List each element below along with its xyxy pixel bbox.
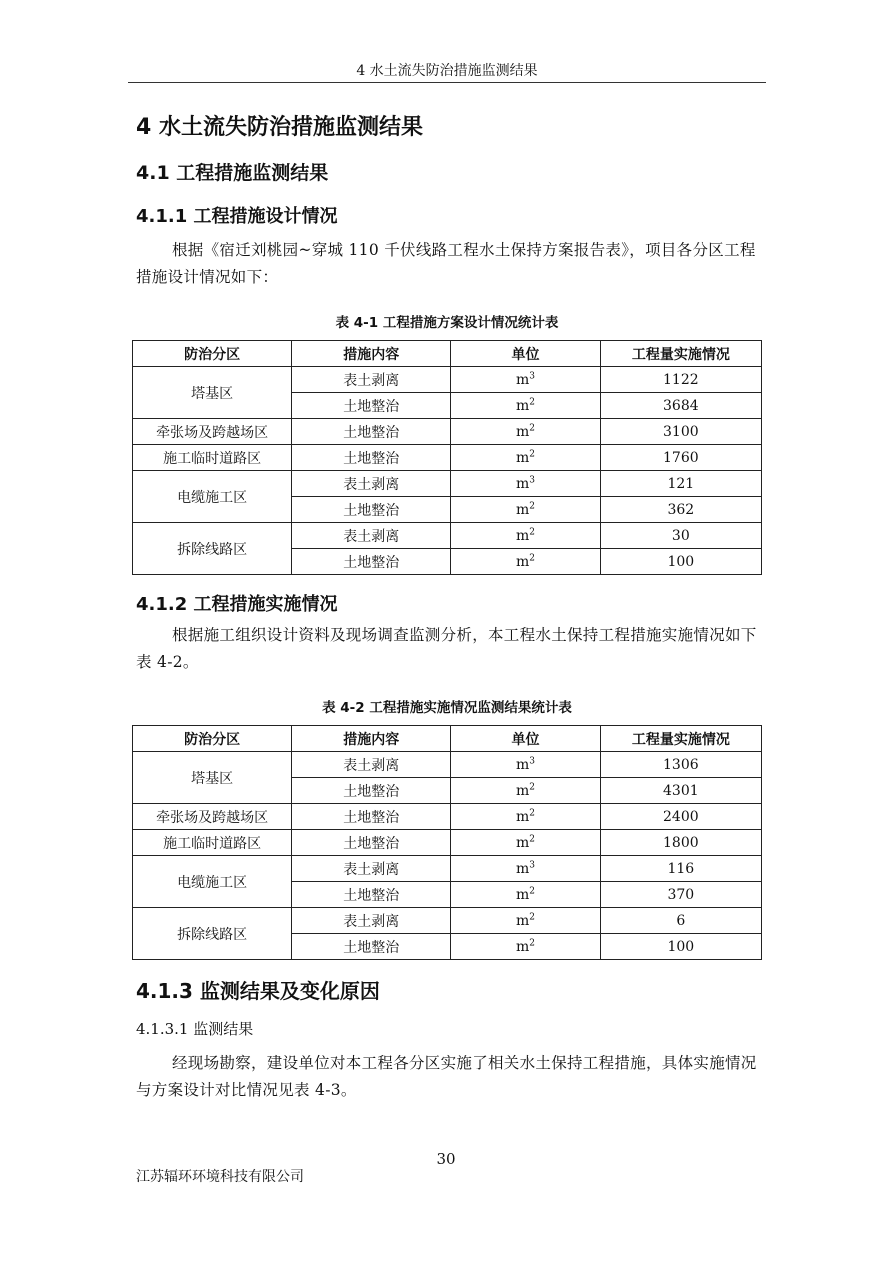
- quantity-cell: 2400: [600, 804, 761, 830]
- header-measure: 措施内容: [292, 726, 451, 752]
- unit-base: m: [516, 782, 530, 799]
- table-row: [133, 367, 762, 393]
- table-row: [133, 830, 762, 856]
- unit-exponent: 2: [529, 448, 536, 459]
- quantity-cell: 1306: [600, 752, 761, 778]
- unit-base: m: [516, 397, 530, 414]
- table-row: [133, 908, 762, 934]
- table-row: [133, 523, 762, 549]
- paragraph-implementation-intro: [136, 622, 762, 676]
- header-rule: [128, 82, 766, 83]
- measure-cell: 土地整治: [292, 882, 451, 908]
- unit-cell: [451, 471, 600, 497]
- unit-cell: [451, 523, 600, 549]
- quantity-cell: 3100: [600, 419, 761, 445]
- table-header-row: [133, 726, 762, 752]
- quantity-cell: 4301: [600, 778, 761, 804]
- unit-exponent: 2: [529, 911, 536, 922]
- zone-cell: 电缆施工区: [133, 856, 292, 908]
- unit-exponent: 2: [529, 937, 536, 948]
- quantity-cell: 116: [600, 856, 761, 882]
- paragraph-monitoring-result: [136, 1050, 762, 1104]
- paragraph-implementation-intro-text: 根据施工组织设计资料及现场调查监测分析，本工程水土保持工程措施实施情况如下表 4-2。: [136, 626, 757, 671]
- subsection-title-4-1-2: 4.1.2 工程措施实施情况: [136, 594, 338, 615]
- table-row: [133, 856, 762, 882]
- header-zone: 防治分区: [133, 341, 292, 367]
- quantity-cell: 1122: [600, 367, 761, 393]
- unit-base: m: [516, 756, 530, 773]
- zone-cell: 牵张场及跨越场区: [133, 804, 292, 830]
- quantity-cell: 30: [600, 523, 761, 549]
- unit-cell: [451, 830, 600, 856]
- unit-base: m: [516, 475, 530, 492]
- unit-exponent: 2: [529, 833, 536, 844]
- subsection-title-4-1-1: 4.1.1 工程措施设计情况: [136, 206, 338, 227]
- unit-exponent: 2: [529, 807, 536, 818]
- paragraph-monitoring-result-text: 经现场勘察，建设单位对本工程各分区实施了相关水土保持工程措施，具体实施情况与方案设计对比情况见表 4-3。: [136, 1054, 757, 1099]
- unit-exponent: 3: [529, 755, 536, 766]
- unit-base: m: [516, 553, 530, 570]
- unit-cell: [451, 908, 600, 934]
- table-4-1-caption: 表 4-1 工程措施方案设计情况统计表: [335, 315, 559, 331]
- zone-cell: 拆除线路区: [133, 908, 292, 960]
- zone-cell: 牵张场及跨越场区: [133, 419, 292, 445]
- quantity-cell: 3684: [600, 393, 761, 419]
- unit-base: m: [516, 371, 530, 388]
- measure-cell: 土地整治: [292, 419, 451, 445]
- quantity-cell: 362: [600, 497, 761, 523]
- header-unit: 单位: [451, 341, 600, 367]
- measure-cell: 土地整治: [292, 393, 451, 419]
- table-header-row: [133, 341, 762, 367]
- measure-cell: 表土剥离: [292, 523, 451, 549]
- quantity-cell: 6: [600, 908, 761, 934]
- unit-cell: [451, 778, 600, 804]
- quantity-cell: 370: [600, 882, 761, 908]
- unit-cell: [451, 856, 600, 882]
- header-zone: 防治分区: [133, 726, 292, 752]
- header-measure: 措施内容: [292, 341, 451, 367]
- unit-cell: [451, 549, 600, 575]
- unit-base: m: [516, 886, 530, 903]
- unit-base: m: [516, 834, 530, 851]
- measure-cell: 土地整治: [292, 934, 451, 960]
- measure-cell: 土地整治: [292, 445, 451, 471]
- quantity-cell: 100: [600, 934, 761, 960]
- subsubsection-title-4-1-3-1: 4.1.3.1 监测结果: [136, 1020, 254, 1038]
- zone-cell: 电缆施工区: [133, 471, 292, 523]
- unit-base: m: [516, 449, 530, 466]
- unit-exponent: 2: [529, 885, 536, 896]
- measure-cell: 表土剥离: [292, 752, 451, 778]
- unit-cell: [451, 445, 600, 471]
- table-4-2: [132, 725, 762, 960]
- quantity-cell: 121: [600, 471, 761, 497]
- measure-cell: 表土剥离: [292, 471, 451, 497]
- unit-base: m: [516, 912, 530, 929]
- unit-base: m: [516, 501, 530, 518]
- header-unit: 单位: [451, 726, 600, 752]
- header-quantity: 工程量实施情况: [600, 341, 761, 367]
- unit-exponent: 2: [529, 781, 536, 792]
- unit-cell: [451, 804, 600, 830]
- zone-cell: 施工临时道路区: [133, 445, 292, 471]
- zone-cell: 塔基区: [133, 752, 292, 804]
- unit-base: m: [516, 423, 530, 440]
- table-row: [133, 419, 762, 445]
- unit-cell: [451, 934, 600, 960]
- chapter-title: 4 水土流失防治措施监测结果: [136, 115, 423, 140]
- measure-cell: 土地整治: [292, 830, 451, 856]
- measure-cell: 土地整治: [292, 549, 451, 575]
- subsection-title-4-1-3: 4.1.3 监测结果及变化原因: [136, 979, 380, 1003]
- paragraph-design-intro: [136, 237, 762, 291]
- table-4-1: [132, 340, 762, 575]
- section-title-4-1: 4.1 工程措施监测结果: [136, 162, 329, 184]
- unit-exponent: 2: [529, 552, 536, 563]
- measure-cell: 表土剥离: [292, 856, 451, 882]
- table-4-2-caption: 表 4-2 工程措施实施情况监测结果统计表: [322, 700, 572, 716]
- zone-cell: 施工临时道路区: [133, 830, 292, 856]
- unit-exponent: 2: [529, 422, 536, 433]
- unit-exponent: 2: [529, 500, 536, 511]
- table-row: [133, 752, 762, 778]
- measure-cell: 表土剥离: [292, 367, 451, 393]
- measure-cell: 土地整治: [292, 497, 451, 523]
- quantity-cell: 1800: [600, 830, 761, 856]
- quantity-cell: 1760: [600, 445, 761, 471]
- unit-exponent: 3: [529, 474, 536, 485]
- paragraph-design-intro-text: 根据《宿迁刘桃园~穿城 110 千伏线路工程水土保持方案报告表》，项目各分区工程措施设计情况如下：: [136, 241, 756, 286]
- unit-cell: [451, 419, 600, 445]
- quantity-cell: 100: [600, 549, 761, 575]
- table-row: [133, 804, 762, 830]
- zone-cell: 拆除线路区: [133, 523, 292, 575]
- unit-base: m: [516, 938, 530, 955]
- unit-cell: [451, 752, 600, 778]
- table-row: [133, 471, 762, 497]
- unit-cell: [451, 497, 600, 523]
- unit-exponent: 2: [529, 396, 536, 407]
- unit-base: m: [516, 527, 530, 544]
- header-quantity: 工程量实施情况: [600, 726, 761, 752]
- unit-base: m: [516, 808, 530, 825]
- running-header: 4 水土流失防治措施监测结果: [356, 63, 538, 79]
- unit-exponent: 3: [529, 370, 536, 381]
- page-number: 30: [436, 1150, 456, 1168]
- zone-cell: 塔基区: [133, 367, 292, 419]
- unit-exponent: 2: [529, 526, 536, 537]
- measure-cell: 土地整治: [292, 778, 451, 804]
- unit-cell: [451, 367, 600, 393]
- unit-cell: [451, 882, 600, 908]
- table-row: [133, 445, 762, 471]
- measure-cell: 表土剥离: [292, 908, 451, 934]
- unit-base: m: [516, 860, 530, 877]
- company-name: 江苏辐环环境科技有限公司: [136, 1169, 304, 1185]
- unit-cell: [451, 393, 600, 419]
- measure-cell: 土地整治: [292, 804, 451, 830]
- unit-exponent: 3: [529, 859, 536, 870]
